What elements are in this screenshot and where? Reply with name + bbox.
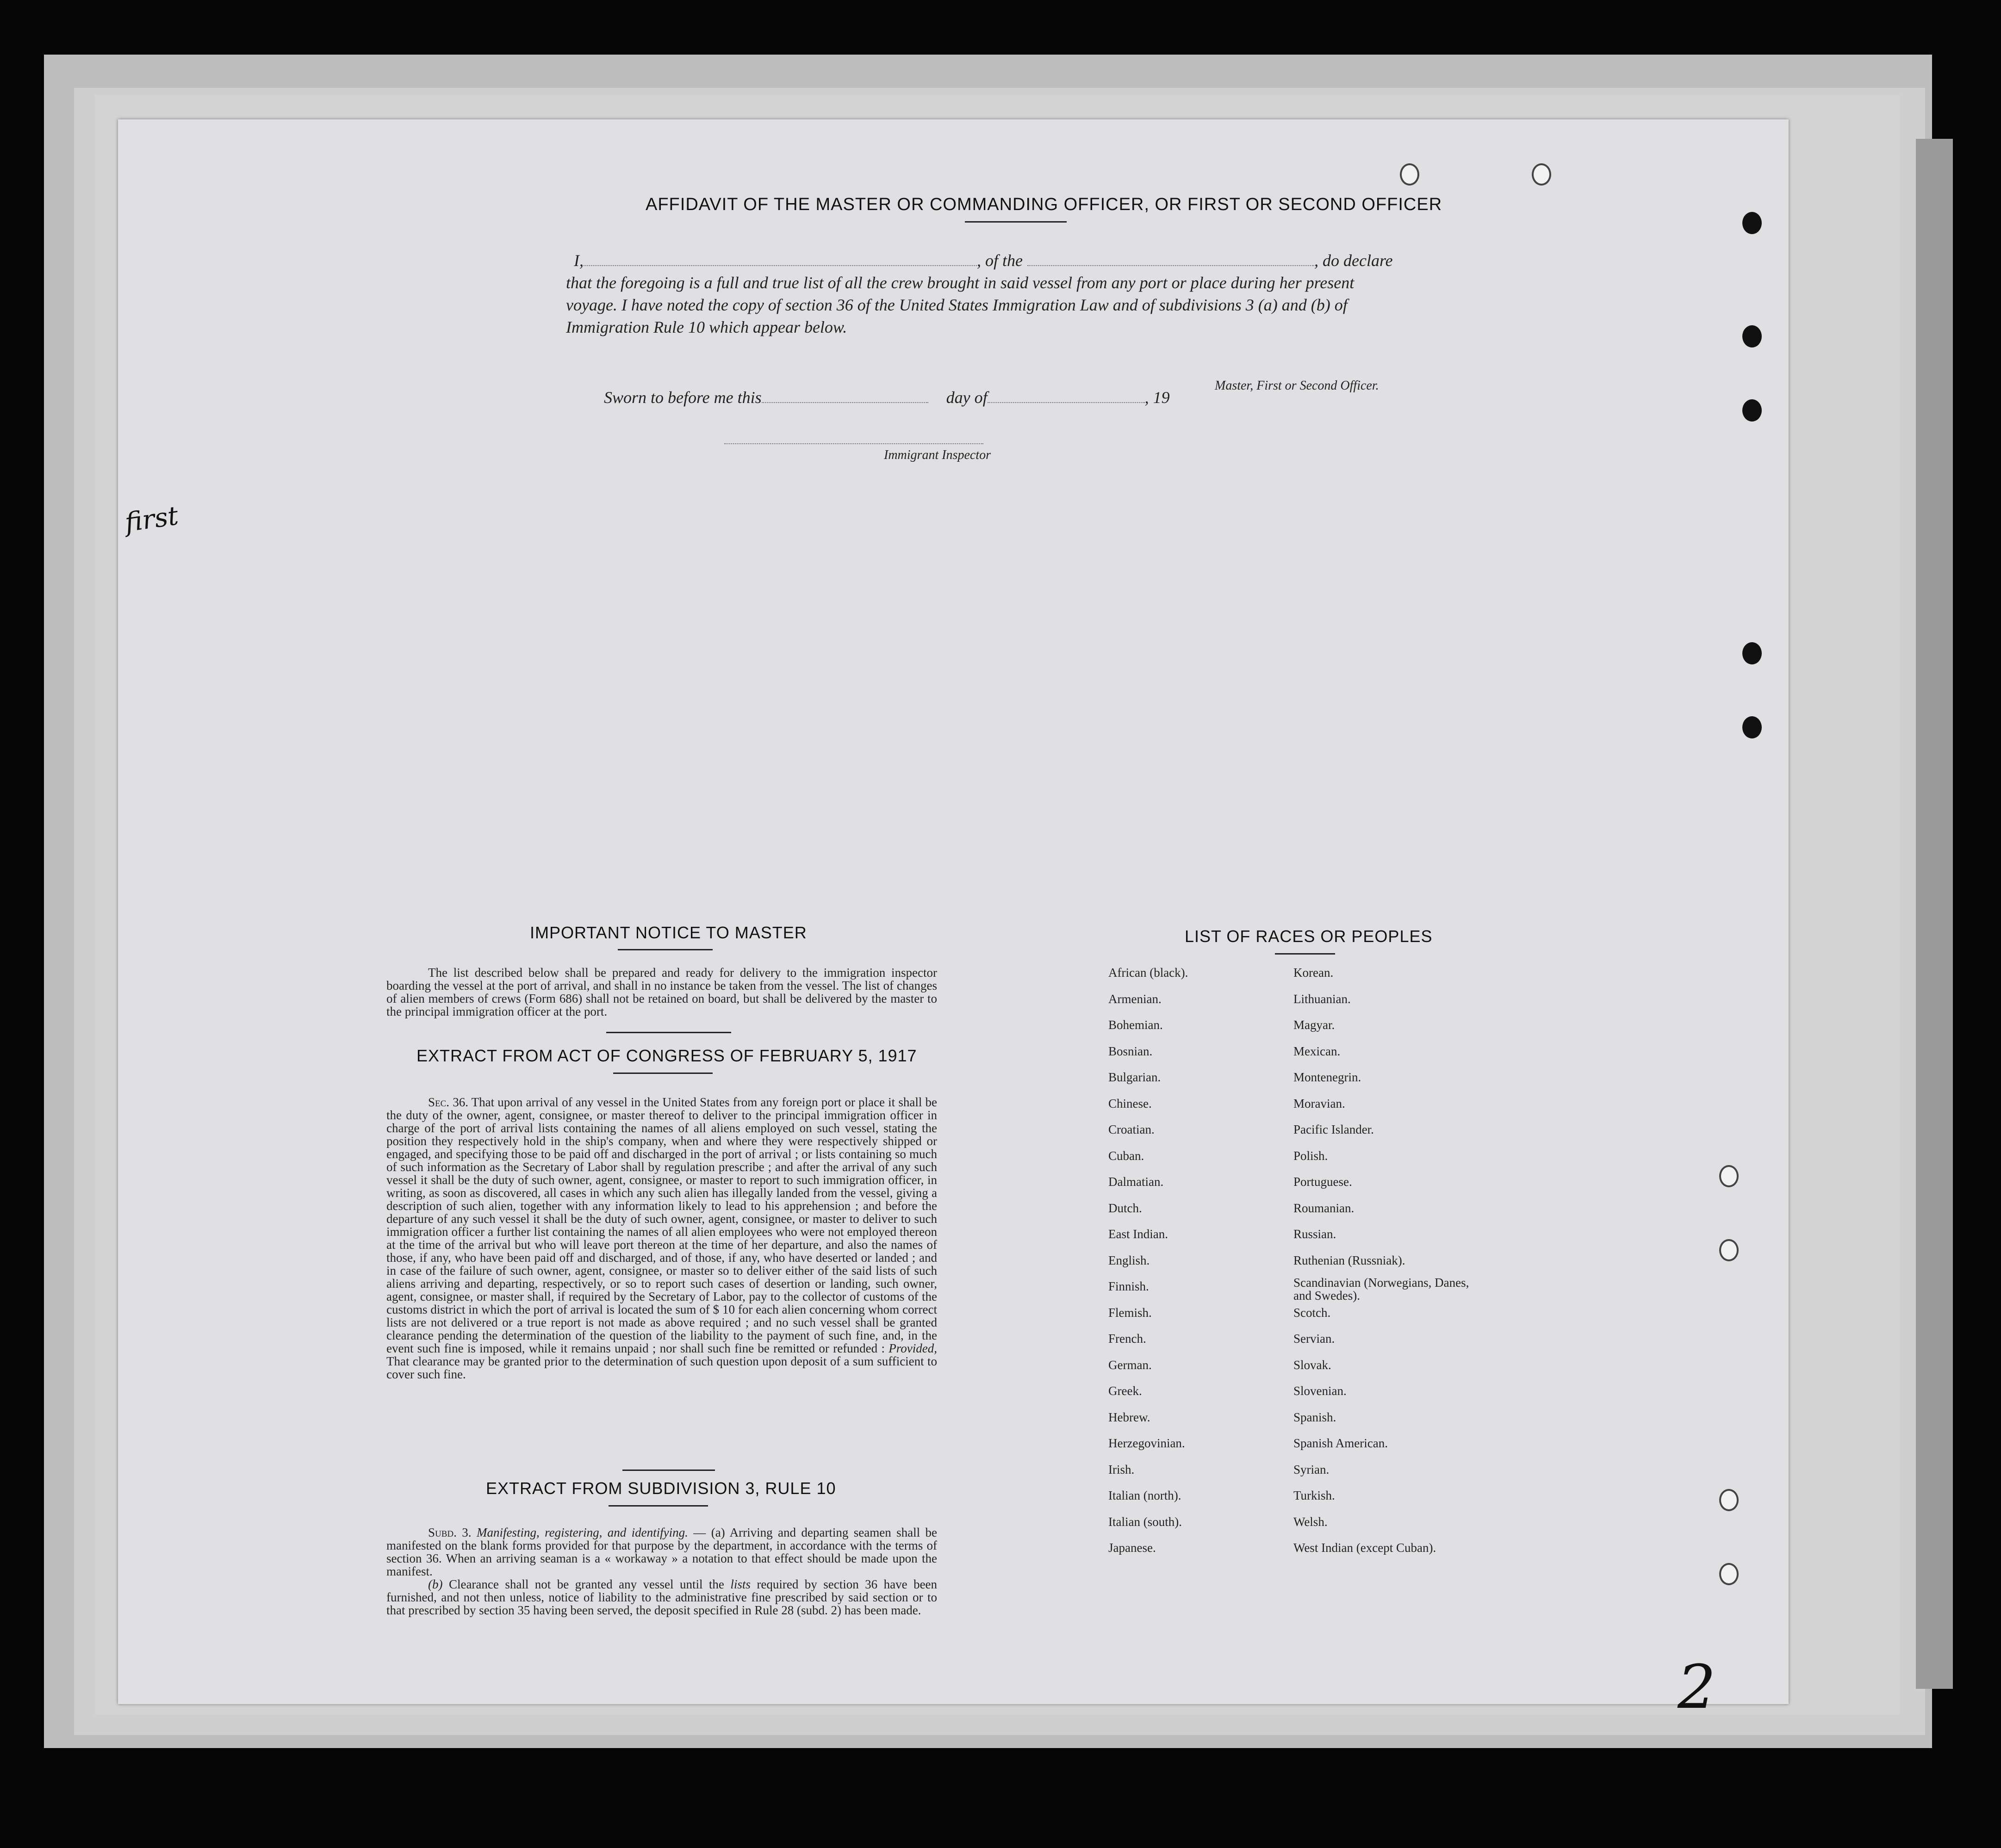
punch-hole [1532,163,1551,186]
punch-hole [1719,1165,1739,1187]
rule-title: EXTRACT FROM SUBDIVISION 3, RULE 10 [486,1479,836,1498]
race-item: East Indian. [1108,1227,1168,1241]
vessel-field[interactable] [1027,252,1314,266]
race-item: Lithuanian. [1293,992,1351,1006]
act-body-end: That clearance may be granted prior to the determination of such question upon deposit of a sum sufficient to cover such fine. [386,1354,937,1381]
do-declare-label: , do declare [1314,251,1393,270]
race-item: Ruthenian (Russniak). [1293,1253,1405,1267]
race-item: German. [1108,1358,1152,1372]
race-item: Servian. [1293,1332,1335,1346]
title-rule [965,221,1067,223]
race-item: Scandinavian (Norwegians, Danes, and Swedes). [1293,1276,1469,1302]
punch-hole [1719,1489,1739,1511]
punch-hole [1719,1563,1739,1585]
binder-edge [1916,139,1953,1689]
race-item: Korean. [1293,966,1334,980]
title-rule [613,1073,713,1074]
race-item: West Indian (except Cuban). [1293,1541,1436,1555]
race-item: Scotch. [1293,1305,1331,1320]
race-item: Russian. [1293,1227,1336,1241]
race-item: Hebrew. [1108,1410,1150,1424]
race-item: Montenegrin. [1293,1070,1361,1084]
divider-rule [606,1032,731,1033]
race-item: Croatian. [1108,1122,1155,1136]
rule-body-b1: Clearance shall not be granted any vessel until the [448,1577,724,1591]
affidavit-line-1: that the foregoing is a full and true list of all the crew brought in said vessel from any port or place during her present [566,273,1355,292]
b-label: (b) [428,1577,443,1591]
sworn-label: Sworn to before me this [604,388,762,407]
race-item: French. [1108,1332,1146,1346]
notice-title: IMPORTANT NOTICE TO MASTER [530,923,807,942]
punch-hole [1742,212,1762,234]
race-item: Slovenian. [1293,1384,1347,1398]
handwritten-page-mark: 2 [1678,1652,1716,1722]
race-item: Turkish. [1293,1488,1335,1502]
race-item: Moravian. [1293,1096,1345,1110]
race-item: Greek. [1108,1384,1142,1398]
name-field[interactable] [584,252,977,266]
race-item: Finnish. [1108,1279,1149,1293]
race-item: Chinese. [1108,1096,1152,1110]
affidavit-line-2: voyage. I have noted the copy of section 36 of the United States Immigration Law and of subdivisions 3 (a) and (b) of [566,296,1348,314]
race-item: Mexican. [1293,1044,1341,1058]
race-item: Flemish. [1108,1305,1152,1320]
sworn-day-field[interactable] [762,389,928,403]
title-rule [618,949,713,950]
punch-hole [1742,325,1762,347]
race-item: Welsh. [1293,1514,1328,1529]
year-label: , 19 [1144,388,1170,407]
title-rule [609,1505,708,1507]
punch-hole [1742,642,1762,664]
race-item: Italian (north). [1108,1488,1181,1502]
title-rule [1275,953,1335,955]
act-title: EXTRACT FROM ACT OF CONGRESS OF FEBRUARY 5, 1917 [416,1046,917,1065]
race-item: Slovak. [1293,1358,1331,1372]
race-item: Cuban. [1108,1148,1144,1163]
affidavit-line-3: Immigration Rule 10 which appear below. [566,318,847,336]
inspector-label: Immigrant Inspector [884,448,991,462]
rule-body-a: — (a) Arriving and departing seamen shall be manifested on the blank forms provided for that purpose by the department, in accordance with the terms of section 36. When an arriving seaman is a « workaway » a notation to that effect should be made upon the manifest. [386,1526,937,1578]
sec-label: Sec. 36. [428,1095,468,1109]
race-item: Pacific Islander. [1293,1122,1374,1136]
punch-hole [1719,1239,1739,1261]
act-body: That upon arrival of any vessel in the United States from any foreign port or place it shall be the duty of the owner, agent, consignee, or master thereof to deliver to the principal immigration officer in charge of the port of arrival lists containing the names of all aliens employed on such vessel, stating the position they respectively hold in the ship's company, when and where they were respectively shipped or engaged, and specifying those to be paid off and discharged in the port of arrival ; or lists containing so much of such information as the Secretary of Labor shall by regulation prescribe ; and after the arrival of any such vessel it shall be the duty of such owner, agent, consignee, or master to report to such immigration officer, in writing, as soon as discovered, all cases in which any such alien has illegally landed from the vessel, giving a description of such alien, together with any information likely to lead to his apprehension ; and before the departure of any such vessel it shall be the duty of such owner, agent, consignee, or master to deliver to such immigration officer a further list containing the names of all alien employees who were not employed thereon at the time of the arrival but who will leave port thereon at the time of her departure, and also the names of those, if any, who have been paid off and discharged, and of those, if any, who have deserted or landed ; and in case of the failure of such owner, agent, consignee, or master so to deliver either of the said lists of such aliens arriving and departing, respectively, or so to report such cases of desertion or landing, such owner, agent, consignee, or master shall, if required by the Secretary of Labor, pay to the collector of customs of the customs district in which the port of arrival is located the sum of $ 10 for each alien concerning whom correct lists are not delivered or a true report is not made as above required ; and no such vessel shall be granted clearance pending the determination of the question of the liability to the payment of such fine, and, in the event such fine is imposed, while it remains unpaid ; nor shall such fine be remitted or refunded : [386,1095,937,1355]
of-the-label: , of the [977,251,1023,270]
sworn-line [604,388,1170,407]
affidavit-first-line [574,251,1393,270]
race-item: Portuguese. [1293,1175,1352,1189]
day-of-label: day of [946,388,988,407]
handwritten-margin-note: first [123,501,180,538]
race-item: English. [1108,1253,1150,1267]
race-item: Irish. [1108,1462,1135,1476]
race-item: Dalmatian. [1108,1175,1164,1189]
master-signature-label: Master, First or Second Officer. [1215,378,1379,393]
i-label: I, [574,251,584,270]
race-item: African (black). [1108,966,1188,980]
punch-hole [1742,399,1762,422]
race-item: Japanese. [1108,1541,1156,1555]
manifest-page [118,119,1789,1704]
race-item: Armenian. [1108,992,1162,1006]
race-item: Bulgarian. [1108,1070,1161,1084]
rule-text-b [386,1578,937,1617]
race-item: Spanish American. [1293,1436,1388,1450]
provided-label: Provided, [889,1341,938,1355]
punch-hole [1742,716,1762,738]
rule-heading: Manifesting, registering, and identifying. [476,1526,688,1539]
notice-text: The list described below shall be prepared and ready for delivery to the immigration inspector boarding the vessel at the port of arrival, and shall in no instance be taken from the vessel. The list of changes of alien members of crews (Form 686) shall not be retained on board, but shall be delivered by the master to the principal immigration officer at the port. [386,966,937,1018]
punch-hole [1400,163,1419,186]
inspector-signature-line[interactable] [724,443,983,444]
race-item: Bohemian. [1108,1018,1163,1032]
races-title: LIST OF RACES OR PEOPLES [1185,927,1433,946]
race-item: Herzegovinian. [1108,1436,1185,1450]
race-item: Syrian. [1293,1462,1330,1476]
lists-word: lists [730,1577,751,1591]
rule-text-a [386,1526,937,1578]
race-item: Spanish. [1293,1410,1336,1424]
race-item: Italian (south). [1108,1514,1182,1529]
sworn-month-field[interactable] [988,389,1145,403]
race-item: Bosnian. [1108,1044,1153,1058]
race-item: Magyar. [1293,1018,1335,1032]
affidavit-title: AFFIDAVIT OF THE MASTER OR COMMANDING OFFICER, OR FIRST OR SECOND OFFICER [646,195,1442,214]
race-item: Polish. [1293,1148,1328,1163]
divider-rule [622,1470,715,1471]
act-text [386,1096,937,1381]
rule-body-b2: required by section 36 have been furnished, and not then unless, notice of liability to the administrative fine prescribed by said section or to that prescribed by section 35 having been served, the deposit specified in Rule 28 (subd. 2) has been made. [386,1577,938,1617]
subd-label: Subd. 3. [428,1526,472,1539]
race-item: Dutch. [1108,1201,1142,1215]
race-item: Roumanian. [1293,1201,1355,1215]
